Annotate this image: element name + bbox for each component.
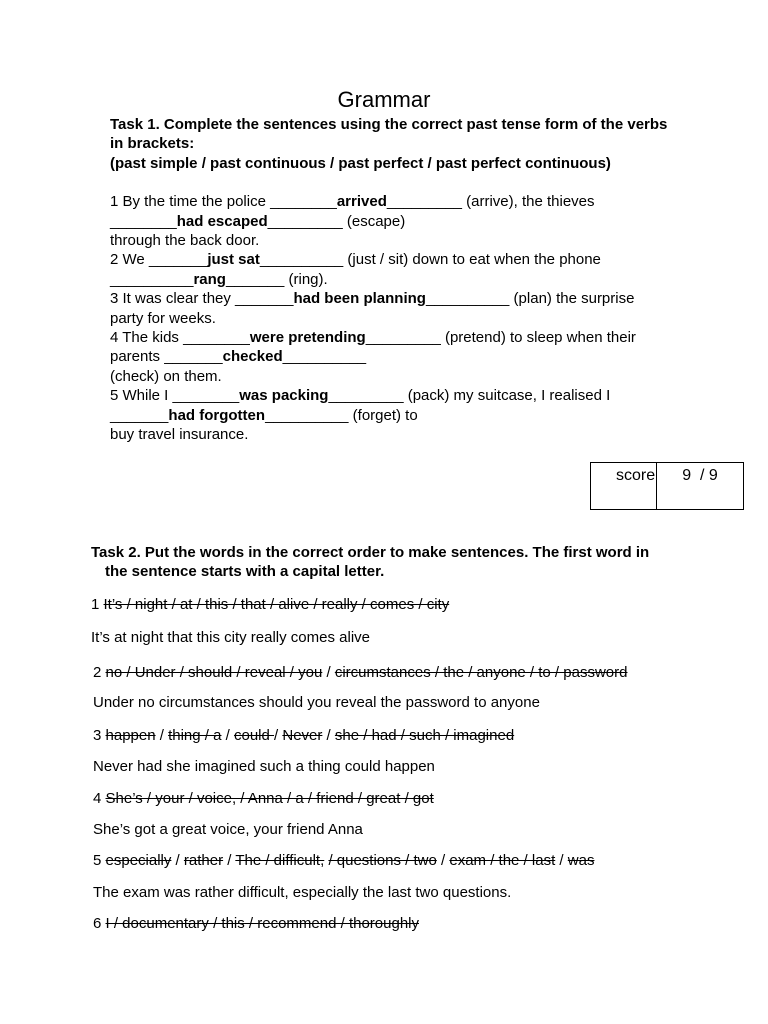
separator-text: 3 (93, 727, 106, 744)
sentence-text: 4 The kids ________ (110, 329, 250, 347)
struck-words: / questions / two (328, 852, 437, 869)
task1-heading (110, 115, 670, 173)
sentence-line (110, 250, 670, 269)
filled-answer: had been planning (293, 290, 426, 308)
sentence-text: __________ (110, 270, 194, 288)
separator-text: / (155, 727, 169, 744)
sentence-text: (check) on them. (110, 367, 222, 385)
task2-question-1 (91, 595, 731, 614)
sentence-text: __________ (just / sit) down to eat when the phone (259, 251, 601, 269)
sentence-text: 5 While I ________ (110, 387, 240, 405)
struck-words: rather (183, 852, 224, 869)
separator-text: / (171, 852, 184, 869)
sentence-text: ________ (110, 212, 177, 230)
struck-words: could (233, 727, 275, 744)
score-label: score (591, 463, 657, 509)
task2-question-3 (93, 726, 733, 745)
task2-question-5 (93, 851, 733, 870)
sentence-line (110, 328, 670, 347)
sentence-text: _________ (pretend) to sleep when their (365, 329, 636, 347)
task1-item-5 (110, 386, 670, 444)
task1-instructions: Task 1. Complete the sentences using the correct past tense form of the verbs in brackets: (110, 116, 668, 153)
sentence-text: _______ (110, 406, 169, 424)
task2-question-6 (93, 914, 733, 933)
struck-words: thing / a (168, 727, 222, 744)
separator-text: 5 (93, 852, 106, 869)
page-title: Grammar (337, 87, 431, 112)
sentence-line (110, 270, 670, 289)
filled-answer: had forgotten (168, 406, 266, 424)
struck-words: The / difficult, (235, 852, 325, 869)
sentence-line (110, 406, 670, 425)
separator-text: / (221, 727, 234, 744)
separator-text: 6 (93, 915, 106, 932)
task2-answer-1: It’s at night that this city really comes alive (91, 629, 371, 646)
sentence-text: __________ (282, 348, 367, 366)
sentence-text: __________ (plan) the surprise (425, 290, 635, 308)
struck-words: She’s / your / voice, / Anna / a / friend / great / got (105, 790, 434, 807)
sentence-text: buy travel insurance. (110, 426, 249, 444)
separator-text: 2 (93, 664, 106, 681)
score-box (590, 462, 744, 510)
separator-text: 4 (93, 790, 106, 807)
filled-answer: had escaped (176, 212, 268, 230)
sentence-text: party for weeks. (110, 309, 216, 327)
separator-text: / (322, 664, 335, 681)
separator-text: / (274, 727, 283, 744)
task1-item-4 (110, 328, 670, 386)
filled-answer: arrived (336, 193, 387, 211)
task2-question-2 (93, 663, 733, 682)
struck-words: It’s / night / at / this / that / alive / really / comes / city (103, 596, 450, 613)
filled-answer: checked (222, 348, 283, 366)
struck-words: Never (282, 727, 323, 744)
sentence-text: 1 By the time the police ________ (110, 193, 337, 211)
sentence-line (110, 309, 670, 328)
sentence-text: _________ (pack) my suitcase, I realised I (328, 387, 611, 405)
struck-words: no / Under / should / reveal / you (105, 664, 323, 681)
task2-heading (91, 543, 691, 582)
sentence-text: _________ (escape) (267, 212, 406, 230)
sentence-line (110, 347, 670, 366)
filled-answer: were pretending (249, 329, 366, 347)
sentence-text: _________ (arrive), the thieves (386, 193, 595, 211)
struck-words: happen (105, 727, 156, 744)
sentence-line (110, 425, 670, 444)
task2-instructions-cont: the sentence starts with a capital letter. (105, 563, 385, 581)
task2-question-4 (93, 789, 733, 808)
filled-answer: was packing (239, 387, 329, 405)
sentence-text: 3 It was clear they _______ (110, 290, 294, 308)
struck-words: exam / the / last (449, 852, 556, 869)
struck-words: she / had / such / imagined (334, 727, 515, 744)
sentence-line (110, 231, 670, 250)
filled-answer: rang (193, 270, 226, 288)
task1-item-1 (110, 192, 670, 250)
task1-tense-list: (past simple / past continuous / past perfect / past perfect continuous) (110, 154, 611, 172)
sentence-line (110, 386, 670, 405)
task1-item-2 (110, 250, 670, 289)
task2-answer-5: The exam was rather difficult, especially the last two questions. (93, 884, 512, 901)
task2-instructions: Task 2. Put the words in the correct order to make sentences. The first word in (91, 544, 650, 561)
filled-answer: just sat (207, 251, 260, 269)
sentence-text: 2 We _______ (110, 251, 208, 269)
task2-answer-4: She’s got a great voice, your friend Anna (93, 821, 363, 838)
sentence-line (110, 289, 670, 308)
task2-answer-3: Never had she imagined such a thing could happen (93, 758, 435, 775)
struck-words: I / documentary / this / recommend / thoroughly (105, 915, 419, 932)
separator-text: / (436, 852, 450, 869)
struck-words: especially (105, 852, 172, 869)
struck-words: circumstances / the / anyone / to / password (334, 664, 628, 681)
sentence-text: parents _______ (110, 348, 223, 366)
separator-text: 1 (91, 596, 104, 613)
task1-item-3 (110, 289, 670, 328)
task1-items (110, 192, 670, 444)
task2-answer-2: Under no circumstances should you reveal the password to anyone (93, 694, 540, 711)
score-value: 9 / 9 (682, 467, 718, 484)
separator-text: / (223, 852, 236, 869)
sentence-text: __________ (forget) to (265, 406, 418, 424)
sentence-text: _______ (ring). (225, 270, 328, 288)
sentence-line (110, 212, 670, 231)
task1-section (110, 115, 670, 445)
struck-words: was (567, 852, 595, 869)
sentence-line (110, 192, 670, 211)
sentence-line (110, 367, 670, 386)
sentence-text: through the back door. (110, 232, 260, 250)
separator-text: / (322, 727, 335, 744)
separator-text: / (555, 852, 568, 869)
